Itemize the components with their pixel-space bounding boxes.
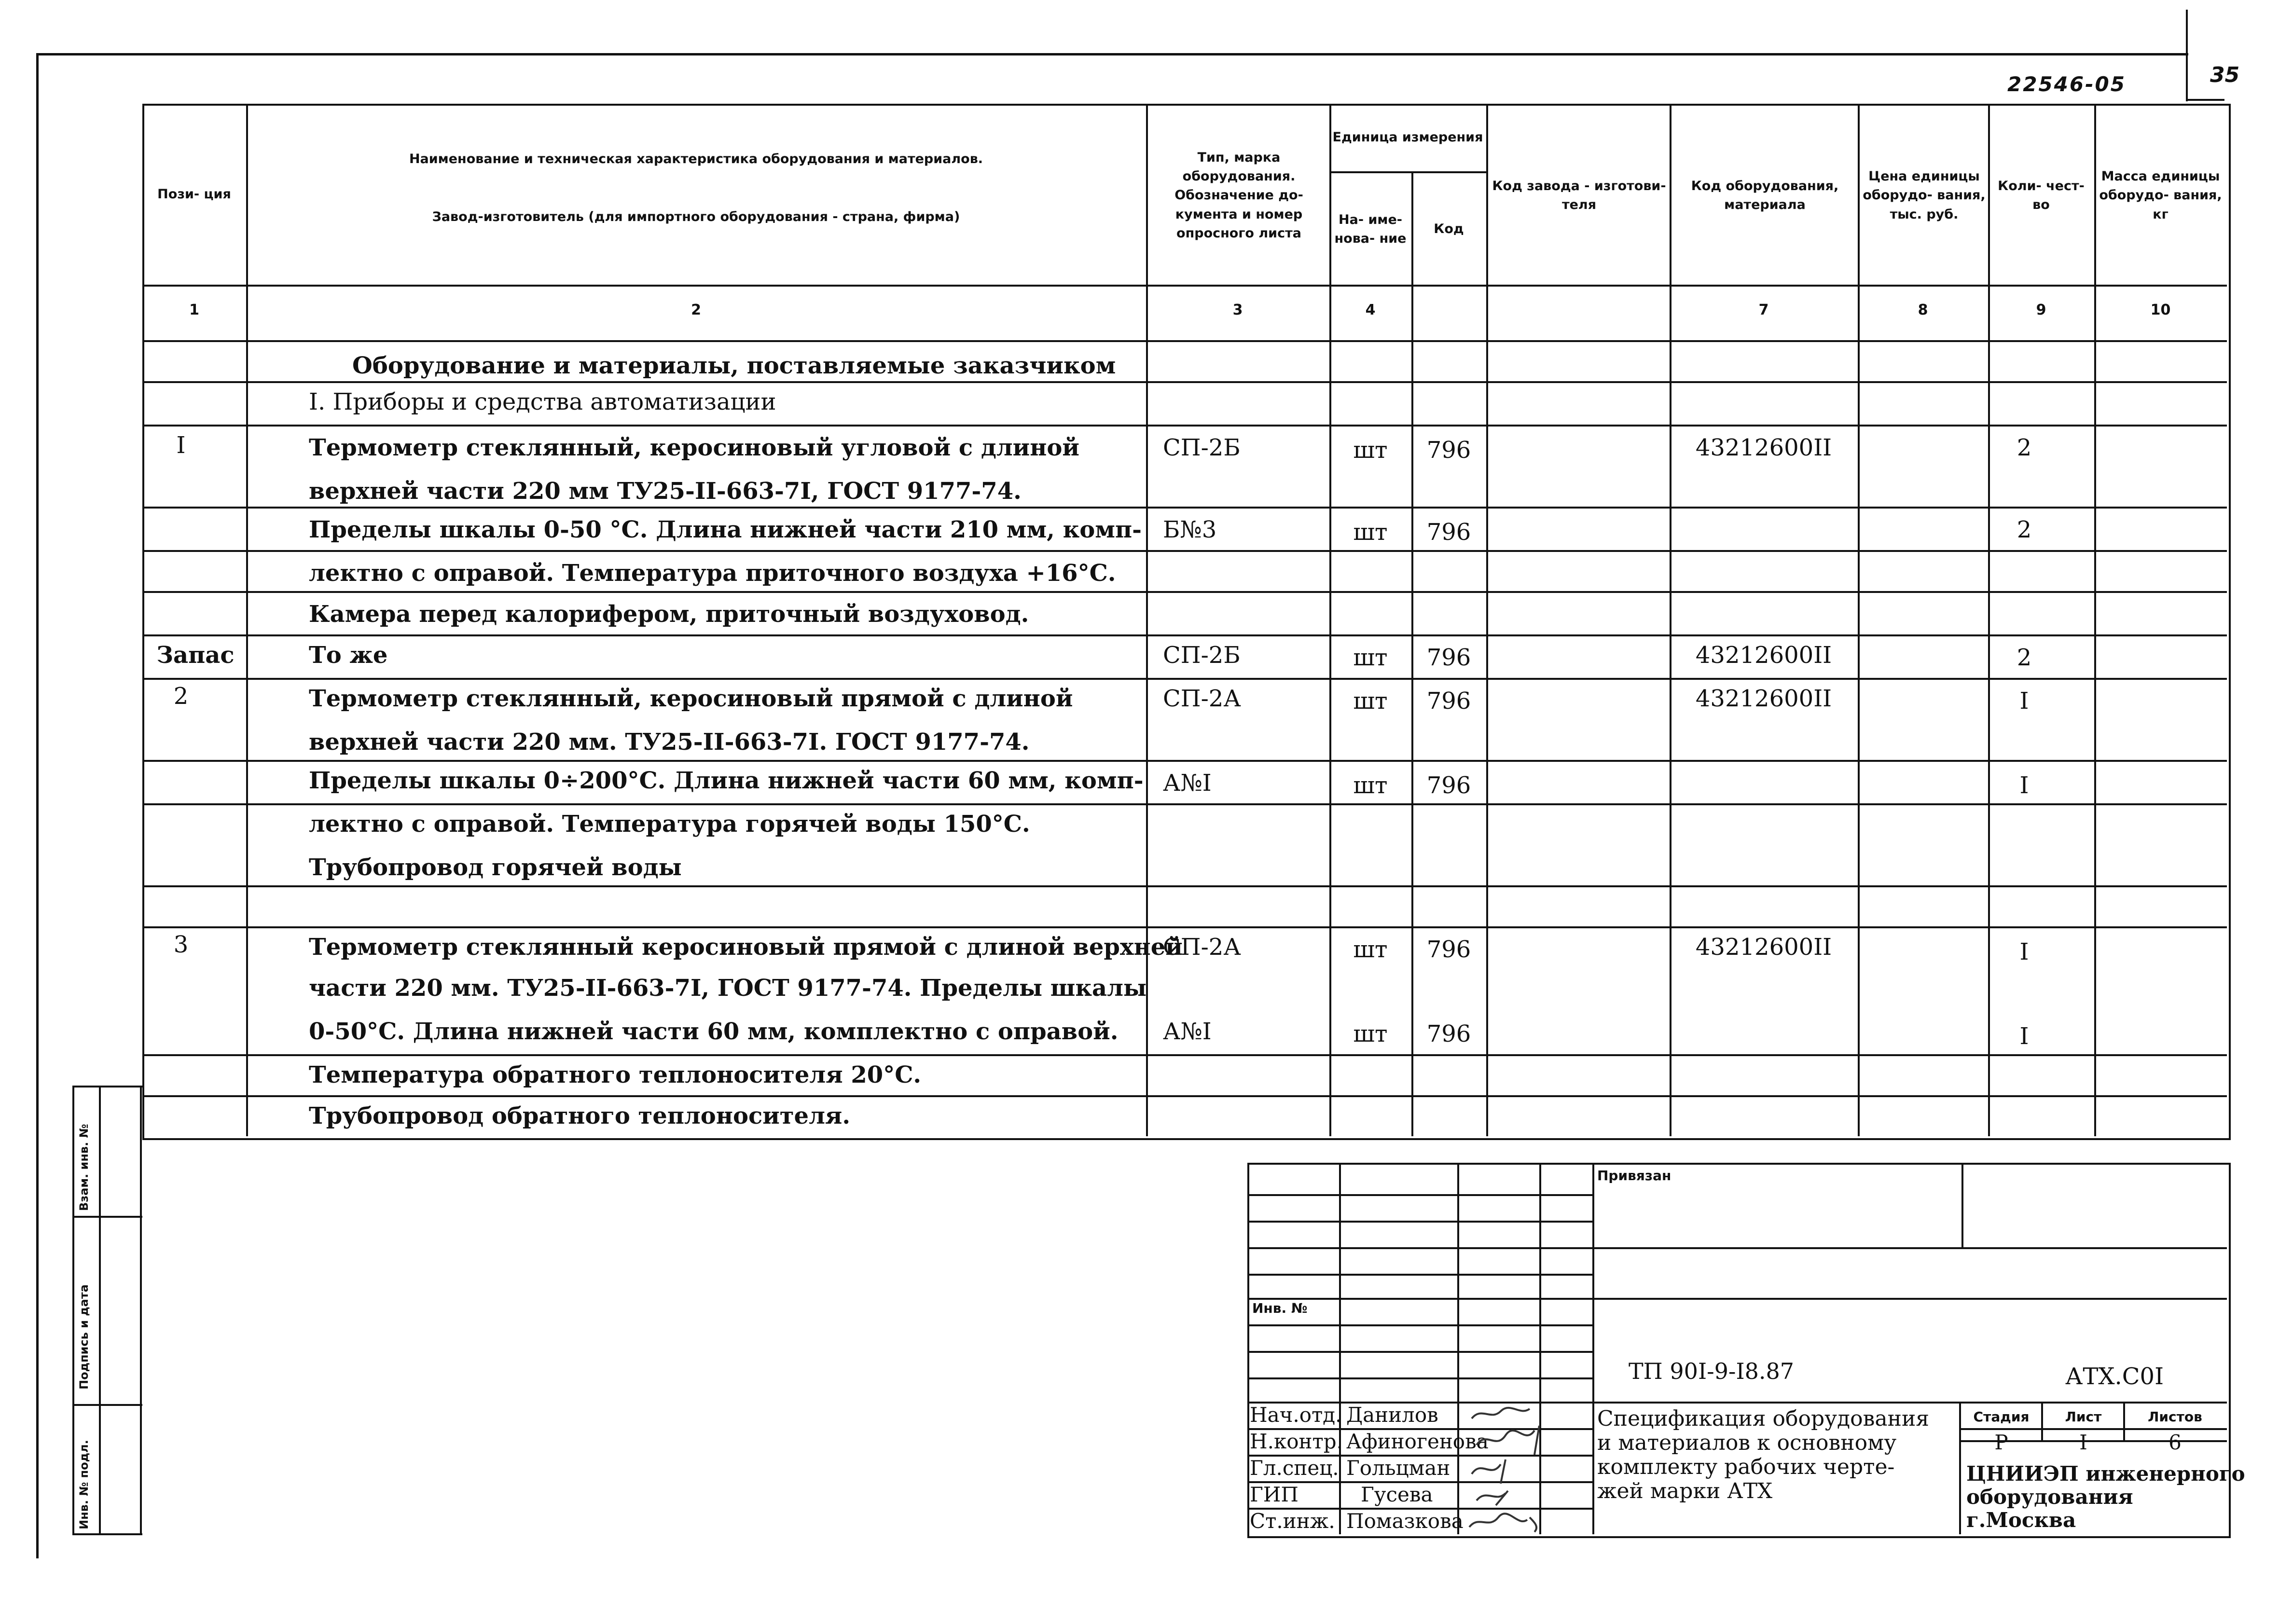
row-line: [142, 1054, 2227, 1056]
side-label-inv-no: Инв. № подл.: [77, 1440, 91, 1529]
row-type: А№I: [1163, 1018, 1212, 1045]
colnum-bottom-line: [142, 340, 2227, 342]
col-line-8: [1988, 104, 1990, 1136]
stamp-title-line: комплекту рабочих черте-: [1597, 1455, 1895, 1479]
row-name: Трубопровод обратного теплоносителя.: [309, 1102, 851, 1129]
stamp-row-line: [1959, 1428, 2227, 1430]
row-unit-code: 796: [1426, 688, 1471, 715]
header-quantity: Коли- чест- во: [1998, 178, 2085, 212]
header-name-line1: Наименование и техническая характеристика оборудования и материалов.: [409, 151, 983, 167]
colnum-1: 1: [189, 302, 199, 318]
signer-role: Нач.отд.: [1250, 1403, 1342, 1427]
document-number: 22546-05: [2007, 72, 2126, 96]
stamp-title-line: жей марки АТХ: [1597, 1479, 1773, 1503]
header-mass: Масса единицы оборудо- вания, кг: [2099, 169, 2222, 222]
row-type: А№I: [1163, 770, 1212, 797]
stamp-col-line: [1592, 1163, 1594, 1534]
stamp-row-line: [1247, 1274, 1592, 1276]
subsection-title: I. Приборы и средства автоматизации: [309, 388, 776, 415]
row-unit-code: 796: [1426, 437, 1471, 464]
colnum-4: 4: [1365, 302, 1376, 318]
stamp-title-line: и материалов к основному: [1597, 1431, 1897, 1455]
row-line: [142, 507, 2227, 509]
row-quantity: I: [2019, 938, 2029, 965]
handwritten-signatures: [1467, 1402, 1592, 1534]
row-name: Пределы шкалы 0÷200°С. Длина нижней части 60 мм, комп-: [309, 767, 1144, 794]
colnum-2: 2: [691, 302, 701, 318]
col-line-1: [246, 104, 248, 1136]
row-line: [142, 550, 2227, 552]
row-unit-code: 796: [1426, 644, 1471, 671]
row-name: лектно с оправой. Температура горячей воды 150°С.: [309, 811, 1030, 838]
signer-role: ГИП: [1250, 1483, 1299, 1506]
row-name: Термометр стеклянный, керосиновый прямой с длиной: [309, 685, 1073, 712]
stamp-privyazan: Привязан: [1597, 1168, 1671, 1184]
stamp-sheet-label: Лист: [2065, 1409, 2102, 1425]
colnum-8: 8: [1918, 302, 1928, 318]
stamp-project-number: ТП 90I-9-I8.87: [1629, 1358, 1795, 1384]
header-maker-code: Код завода - изготови- теля: [1492, 178, 1666, 212]
row-quantity: 2: [2017, 516, 2032, 543]
stamp-row-line: [1247, 1351, 1592, 1353]
stamp-stage-label: Стадия: [1973, 1409, 2030, 1425]
frame-top: [36, 53, 2188, 55]
row-line: [142, 425, 2227, 427]
row-pos: 2: [173, 683, 189, 710]
signer-role: Гл.спец.: [1250, 1456, 1339, 1480]
side-label-replacement-inv: Взам. инв. №: [77, 1124, 91, 1211]
colnum-10: 10: [2150, 302, 2171, 318]
row-unit: шт: [1353, 936, 1388, 963]
side-label-signature-date: Подпись и дата: [77, 1284, 91, 1390]
side-line: [72, 1533, 142, 1535]
signer-name: Помазкова: [1346, 1509, 1464, 1533]
row-unit: шт: [1353, 519, 1388, 546]
row-type: СП-2Б: [1163, 642, 1241, 669]
row-quantity: I: [2019, 1023, 2029, 1050]
stamp-col-line: [1339, 1163, 1341, 1534]
row-line: [142, 381, 2227, 383]
stamp-row-line: [1247, 1298, 2227, 1300]
stamp-drawing-code: АТХ.С0I: [2065, 1363, 2164, 1390]
row-line: [142, 1095, 2227, 1097]
row-equipment-code: 43212600II: [1695, 934, 1832, 961]
row-name: То же: [309, 642, 388, 669]
page-number: 35: [2210, 63, 2240, 87]
row-line: [142, 678, 2227, 680]
row-pos: 3: [173, 931, 189, 958]
row-unit: шт: [1353, 772, 1388, 799]
row-unit-code: 796: [1426, 1020, 1471, 1047]
stamp-col-line: [2041, 1402, 2043, 1440]
stamp-sheets-label: Листов: [2148, 1409, 2202, 1425]
stamp-col-line: [2123, 1402, 2125, 1440]
colnum-7: 7: [1758, 302, 1769, 318]
row-type: СП-2А: [1163, 685, 1241, 712]
header-price: Цена единицы оборудо- вания, тыс. руб.: [1863, 169, 1986, 222]
stamp-row-line: [1247, 1221, 1592, 1223]
side-line: [72, 1404, 142, 1406]
row-unit: шт: [1353, 437, 1388, 464]
row-line: [142, 591, 2227, 593]
row-unit: шт: [1353, 688, 1388, 715]
stamp-org-line: ЦНИИЭП инженерного: [1966, 1462, 2245, 1486]
header-name-line2: Завод-изготовитель (для импортного оборудования - страна, фирма): [432, 209, 960, 225]
side-column-left: [72, 1086, 74, 1534]
signer-role: Н.контр.: [1250, 1430, 1343, 1453]
row-name: Пределы шкалы 0-50 °С. Длина нижней части 210 мм, комп-: [309, 516, 1142, 543]
stamp-row-line: [1247, 1377, 1592, 1379]
row-pos: Запас: [156, 642, 235, 669]
colnum-3: 3: [1232, 302, 1243, 318]
row-name: Температура обратного теплоносителя 20°С.: [309, 1061, 922, 1088]
stamp-row-line: [1247, 1324, 1592, 1326]
header-position: Пози- ция: [157, 186, 231, 202]
row-unit-code: 796: [1426, 936, 1471, 963]
row-name: Термометр стеклянный керосиновый прямой с длиной верхней: [309, 934, 1183, 961]
frame-left: [36, 53, 39, 1558]
row-line: [142, 760, 2227, 762]
row-name: Камера перед калорифером, приточный воздуховод.: [309, 601, 1029, 628]
row-type: Б№3: [1163, 516, 1217, 543]
colnum-9: 9: [2036, 302, 2046, 318]
signer-name: Гольцман: [1346, 1456, 1450, 1480]
col-line-6: [1670, 104, 1671, 1136]
side-line: [72, 1216, 142, 1218]
row-unit: шт: [1353, 644, 1388, 671]
row-unit: шт: [1353, 1020, 1388, 1047]
stamp-col-line: [1959, 1402, 1961, 1534]
stamp-inv-no: Инв. №: [1252, 1300, 1308, 1316]
row-quantity: 2: [2017, 644, 2032, 671]
row-name: 0-50°С. Длина нижней части 60 мм, комплектно с оправой.: [309, 1018, 1119, 1045]
row-equipment-code: 43212600II: [1695, 642, 1832, 669]
section-title: Оборудование и материалы, поставляемые заказчиком: [352, 352, 1116, 379]
stamp-sheets-value: 6: [2169, 1431, 2182, 1454]
row-pos: I: [176, 432, 186, 459]
row-name: Трубопровод горячей воды: [309, 854, 682, 881]
side-column-right: [140, 1086, 142, 1534]
row-line: [142, 634, 2227, 636]
row-type: СП-2Б: [1163, 434, 1241, 461]
row-name: верхней части 220 мм. ТУ25-II-663-7I. ГОСТ 9177-74.: [309, 729, 1030, 756]
page-number-box-bottom: [2186, 99, 2224, 101]
row-equipment-code: 43212600II: [1695, 685, 1832, 712]
col-line-9: [2094, 104, 2096, 1136]
stamp-col-line: [1961, 1163, 1963, 1247]
signer-name: Афиногенова: [1346, 1430, 1489, 1453]
signer-role: Ст.инж.: [1250, 1509, 1335, 1533]
header-unit: Единица измерения: [1332, 130, 1483, 145]
stamp-col-line: [1457, 1163, 1459, 1534]
row-unit-code: 796: [1426, 772, 1471, 799]
row-unit-code: 796: [1426, 519, 1471, 546]
row-line: [142, 885, 2227, 887]
row-name: лектно с оправой. Температура приточного воздуха +16°С.: [309, 560, 1116, 587]
stamp-title-line: Спецификация оборудования: [1597, 1406, 1930, 1431]
stamp-org-line: оборудования: [1966, 1485, 2133, 1509]
row-line: [142, 926, 2227, 928]
stamp-stage-value: Р: [1994, 1431, 2008, 1454]
row-quantity: 2: [2017, 434, 2032, 461]
row-equipment-code: 43212600II: [1695, 434, 1832, 461]
row-name: верхней части 220 мм ТУ25-II-663-7I, ГОСТ 9177-74.: [309, 478, 1022, 505]
header-unit-name: На- име- нова- ние: [1334, 212, 1407, 246]
row-line: [142, 803, 2227, 805]
page-number-box-line: [2186, 10, 2188, 101]
row-type: СП-2А: [1163, 934, 1241, 961]
row-name: Термометр стеклянный, керосиновый угловой с длиной: [309, 434, 1080, 461]
stamp-org-line: г.Москва: [1966, 1508, 2076, 1532]
row-name: части 220 мм. ТУ25-II-663-7I, ГОСТ 9177-74. Пределы шкалы: [309, 975, 1147, 1002]
stamp-sheet-value: I: [2079, 1431, 2087, 1454]
header-bottom-line: [142, 285, 2227, 287]
signer-name: Гусева: [1361, 1483, 1433, 1506]
stamp-row-line: [1247, 1247, 2227, 1249]
side-column-mid: [99, 1086, 101, 1534]
col-line-4: [1411, 171, 1413, 1136]
row-quantity: I: [2019, 772, 2029, 799]
col-line-5: [1486, 104, 1488, 1136]
col-line-3: [1329, 104, 1331, 1136]
stamp-row-line: [1247, 1194, 1592, 1196]
header-equipment-code: Код оборудования, материала: [1691, 178, 1839, 212]
header-unit-code: Код: [1434, 221, 1464, 237]
col-line-7: [1858, 104, 1860, 1136]
side-line: [72, 1086, 142, 1087]
signer-name: Данилов: [1346, 1403, 1438, 1427]
row-quantity: I: [2019, 688, 2029, 715]
unit-subheader-line: [1329, 171, 1486, 173]
header-type: Тип, марка оборудования. Обозначение до- кумента и номер опросного листа: [1174, 150, 1303, 241]
